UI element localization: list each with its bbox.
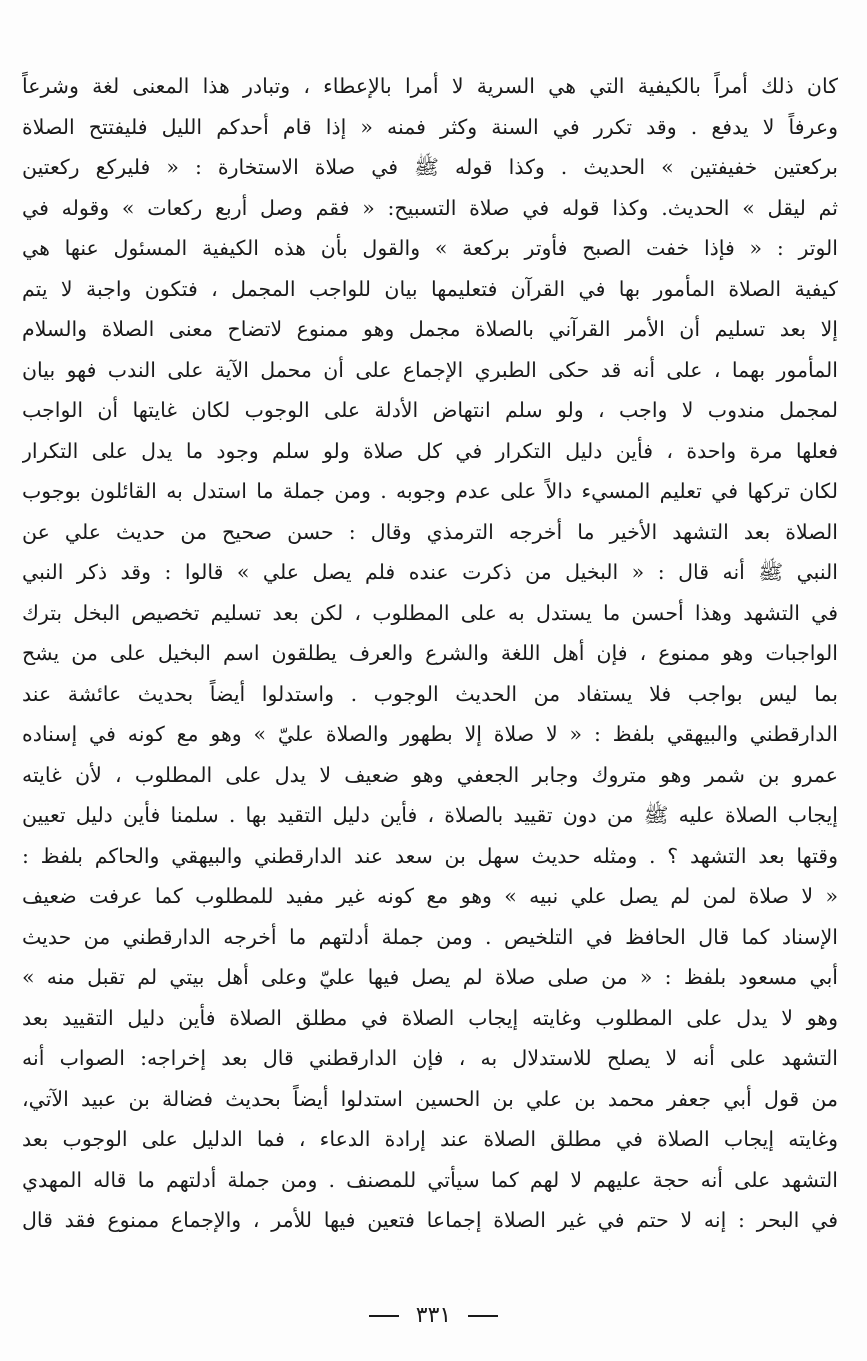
text-line: من قول أبي جعفر محمد بن علي بن الحسين استدلوا أيضاً بحديث فضالة بن عبيد الآتي، [22,1086,838,1111]
text-line: وقتها بعد التشهد ؟ . ومثله حديث سهل بن سعد عند الدارقطني والبيهقي والحاكم بلفظ : [22,843,838,868]
text-line: الصلاة بعد التشهد الأخير ما أخرجه الترمذي وقال : حسن صحيح من حديث علي عن [22,519,838,544]
text-line: الدارقطني والبيهقي بلفظ : « لا صلاة إلا بطهور والصلاة عليّ » وهو مع كونه في إسناده [22,722,838,746]
text-line: وعرفاً لا يدفع . وقد تكرر في السنة وكثر فمنه « إذا قام أحدكم الليل فليفتتح الصلاة [22,114,838,139]
text-line: بركعتين خفيفتين » الحديث . وكذا قوله ﷺ في صلاة الاستخارة : « فليركع ركعتين [22,155,838,179]
text-line: إيجاب الصلاة عليه ﷺ من دون تقييد بالصلاة ، فأين دليل التقيد بها . سلمنا فأين دليل تعيين [22,803,838,827]
text-line: النبي ﷺ أنه قال : « البخيل من ذكرت عنده فلم يصل علي » قالوا : وقد ذكر النبي [22,560,838,584]
text-line: الوتر : « فإذا خفت الصبح فأوتر بركعة » والقول بأن هذه الكيفية المسئول عنها هي [22,236,838,260]
text-line: التشهد على أنه لا يصلح للاستدلال به ، فإن الدارقطني قال بعد إخراجه: الصواب أنه [22,1046,838,1070]
text-line: كيفية الصلاة المأمور بها في القرآن فتعليمها بيان للواجب المجمل ، فتكون واجبة لا يتم [22,276,838,301]
text-line: في البحر : إنه لا حتم في غير الصلاة إجماعا فتعين فيها للأمر ، والإجماع ممنوع فقد قال [22,1208,838,1232]
text-line: « لا صلاة لمن لم يصل علي نبيه » وهو مع كونه غير مفيد للمطلوب كما عرفت ضعيف [22,884,838,908]
text-line: المأمور بهما ، على أنه قد حكى الطبري الإجماع على أن محمل الآية على الندب فهو بيان [22,357,838,382]
text-line: كان ذلك أمراً بالكيفية التي هي السرية لا أمرا بالإعطاء ، وتبادر هذا المعنى لغة وشرعاً [22,74,838,98]
text-line: لكان تركها في تعليم المسيء دالاً على عدم وجوبه . ومن جملة ما استدل به القائلون بوجوب [22,479,838,503]
text-line: في التشهد وهذا أحسن ما يستدل به على المطلوب ، لكن بعد تسليم تخصيص البخل بترك [22,600,838,625]
page-footer [0,1296,867,1336]
text-line: عمرو بن شمر وهو متروك وجابر الجعفي وهو ضعيف لا يدل على المطلوب ، لأن غايته [22,762,838,787]
text-line: إلا بعد تسليم أن الأمر القرآني بالصلاة مجمل وهو ممنوع لاتضاح معنى الصلاة والسلام [22,317,838,341]
text-line: التشهد على أنه حجة عليهم لا لهم كما سيأتي للمصنف . ومن جملة أدلتهم ما قاله المهدي [22,1167,838,1192]
footer-dash-left [369,1315,399,1317]
text-line: بما ليس بواجب فلا يستفاد من الحديث الوجوب . واستدلوا أيضاً بحديث عائشة عند [22,681,838,706]
text-line: الإسناد كما قال الحافظ في التلخيص . ومن جملة أدلتهم ما أخرجه الدارقطني من حديث [22,924,838,949]
footer-dash-right [468,1315,498,1317]
text-line: فعلها مرة واحدة ، فأين دليل التكرار في كل صلاة ولو سلم وجود ما يدل على التكرار [22,438,838,463]
text-line: الواجبات وهو ممنوع ، فإن أهل اللغة والشرع والعرف يطلقون اسم البخيل على من يشح [22,641,838,665]
text-line: ثم ليقل » الحديث. وكذا قوله في صلاة التسبيح: « فقم وصل أربع ركعات » وقوله في [22,195,838,220]
text-line: وغايته إيجاب الصلاة في مطلق الصلاة عند إرادة الدعاء ، فما الدليل على الوجوب بعد [22,1127,838,1151]
text-line: لمجمل مندوب لا واجب ، ولو سلم انتهاض الأدلة على الوجوب لكان غايتها أن الواجب [22,398,838,422]
text-line: وهو لا يدل على المطلوب وغايته إيجاب الصلاة في مطلق الصلاة فأين دليل التقييد بعد [22,1005,838,1030]
body-text [22,66,838,1241]
text-line: أبي مسعود بلفظ : « من صلى صلاة لم يصل فيها عليّ وعلى أهل بيتي لم تقبل منه » [22,965,838,989]
page-number: ٣٣١ [415,1303,452,1328]
